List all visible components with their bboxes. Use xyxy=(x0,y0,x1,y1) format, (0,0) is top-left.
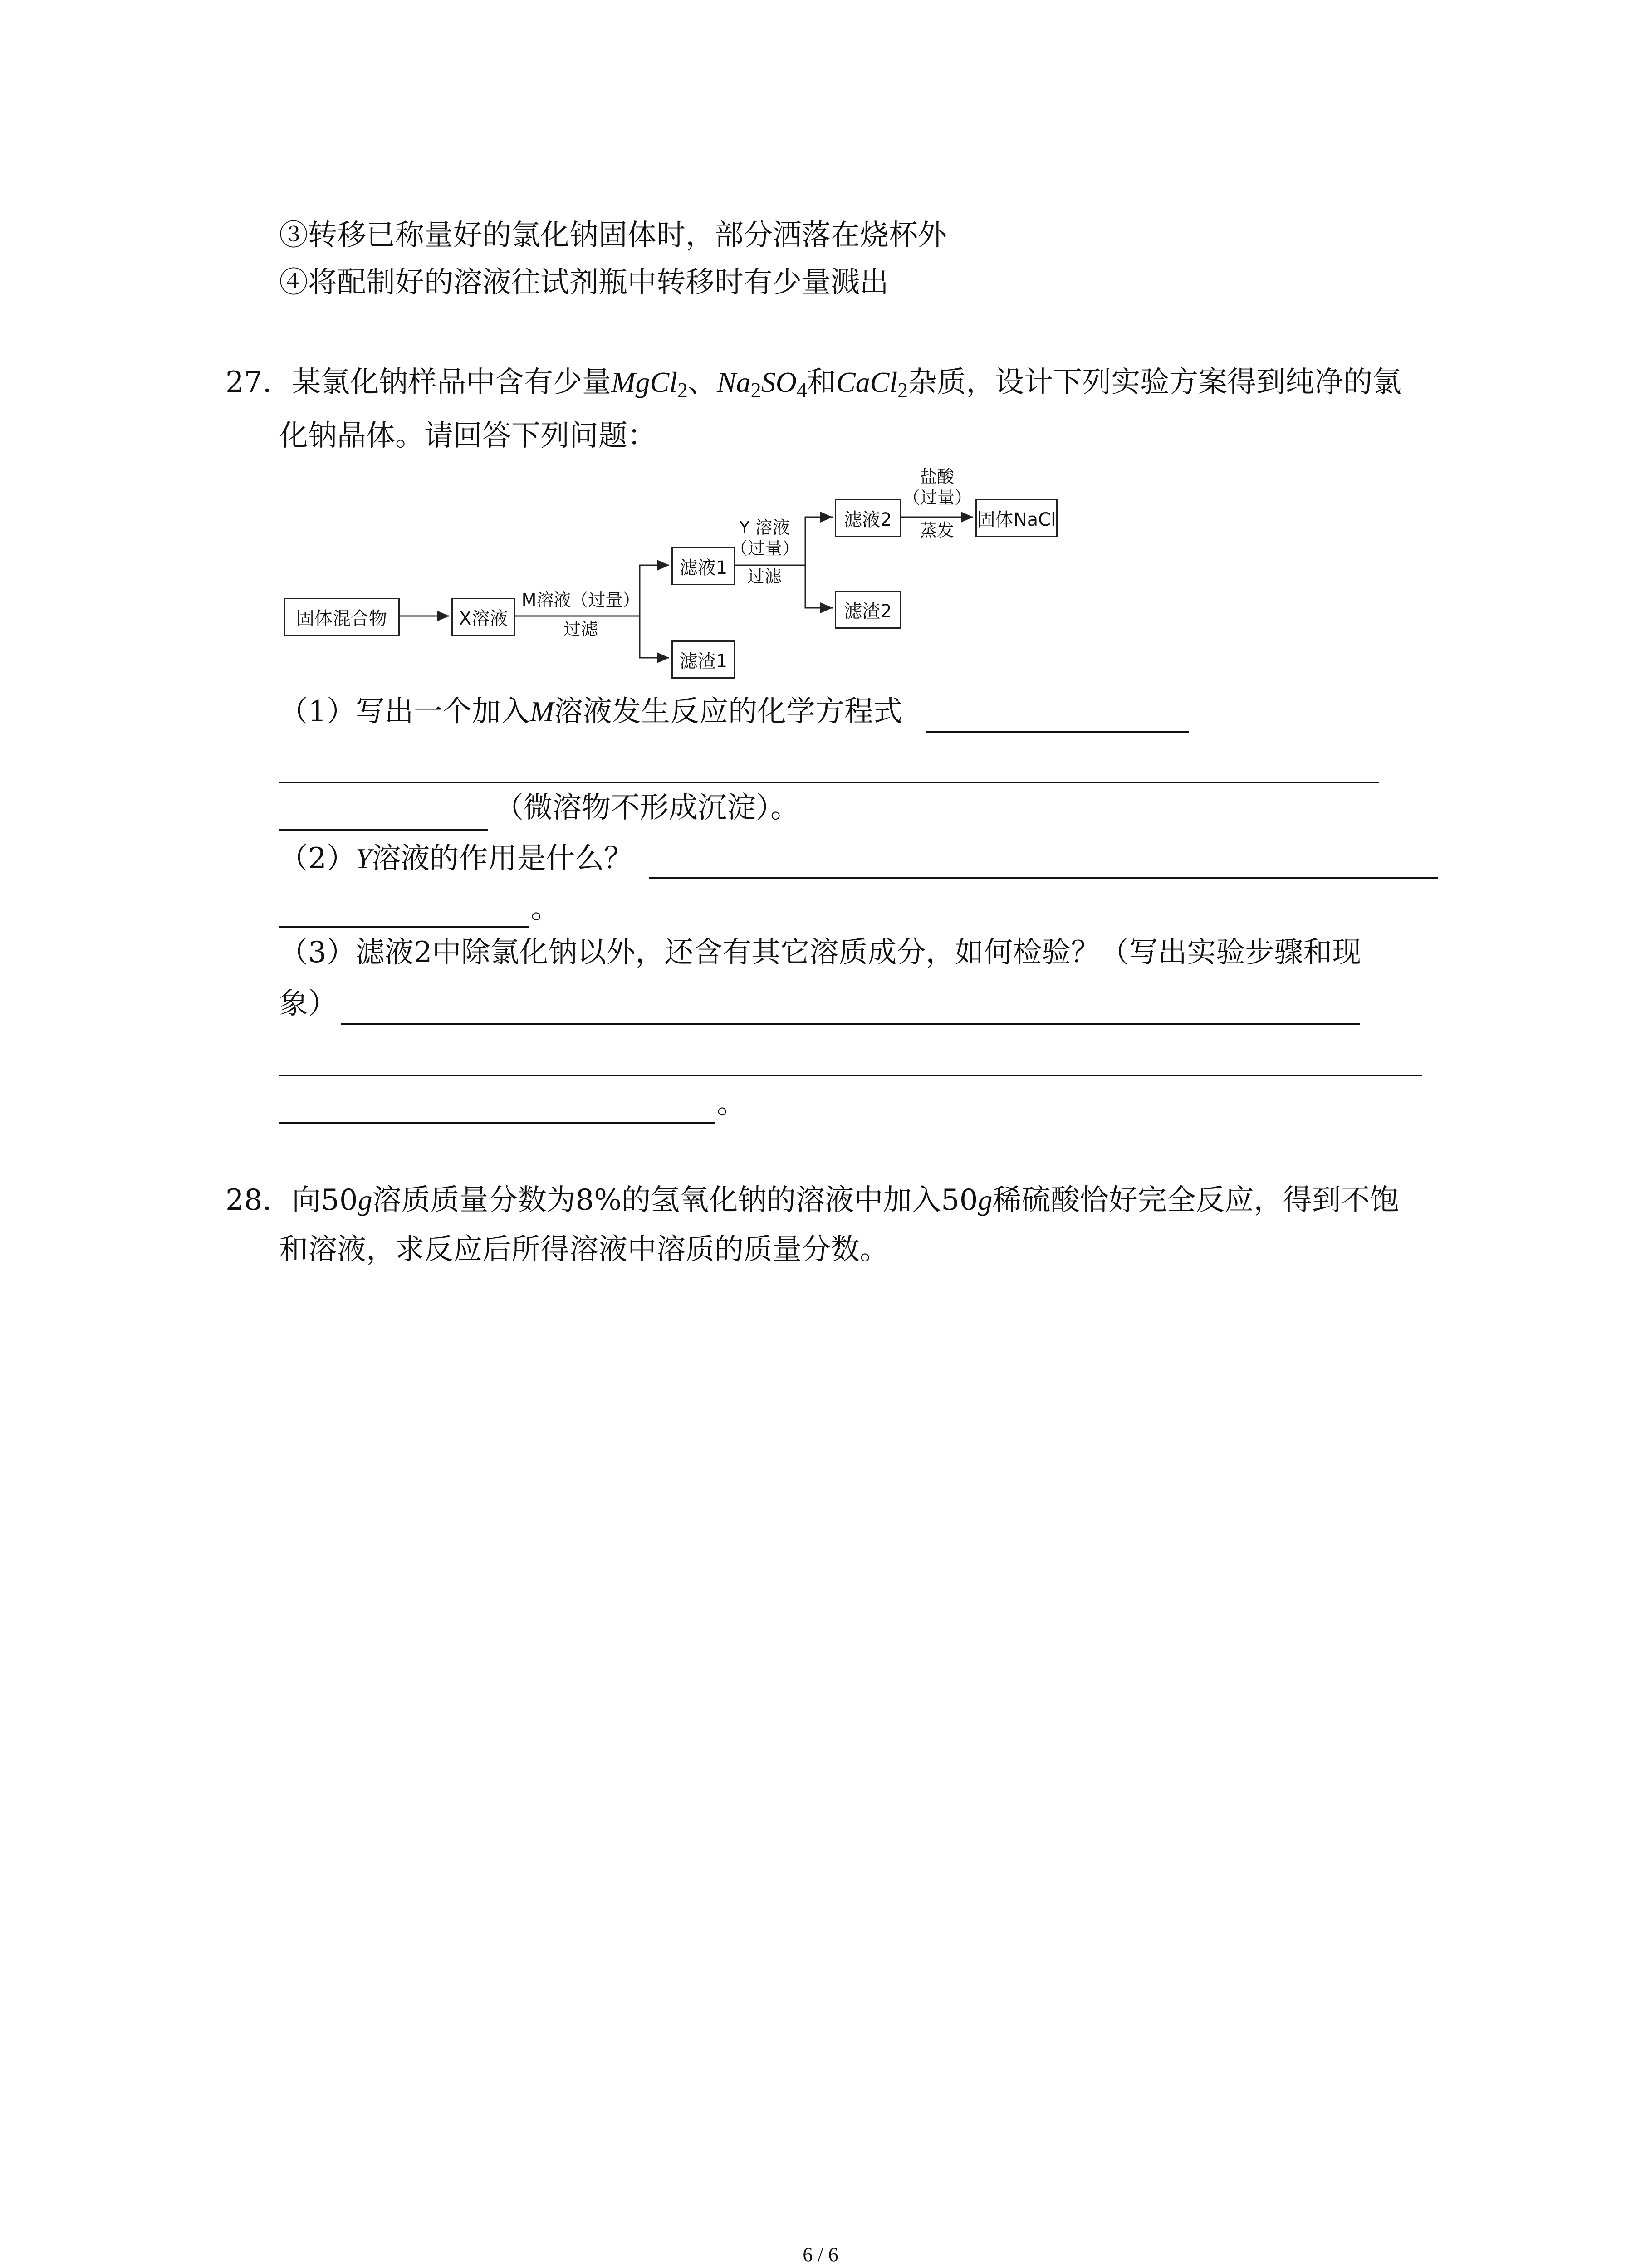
label-evaporate: 蒸发 xyxy=(919,520,954,540)
formula-cacl2: CaCl$_2$ xyxy=(836,366,908,402)
subquestion-1: （1）写出一个加入M溶液发生反应的化学方程式 xyxy=(279,695,903,728)
answer-blank-1c[interactable] xyxy=(279,829,488,831)
box-filtrate-1: 滤液1 xyxy=(671,547,735,585)
question-27-line-2: 化钠晶体。请回答下列问题： xyxy=(279,419,656,453)
subquestion-2-end: 。 xyxy=(531,892,560,925)
formula-mgcl2: MgCl$_2$ xyxy=(611,366,688,402)
label-y-solution: Y 溶液 xyxy=(739,518,790,538)
question-27-number: 27. xyxy=(225,366,272,399)
answer-blank-2a[interactable] xyxy=(649,877,1438,879)
question-28-line-2: 和溶液，求反应后所得溶液中溶质的质量分数。 xyxy=(279,1233,889,1266)
answer-blank-1a[interactable] xyxy=(926,731,1189,733)
arrow-to-filtrate1 xyxy=(640,565,669,616)
question-27-line-1: 27. 某氯化钠样品中含有少量MgCl$_2$、$Na_2SO_4$和CaCl$_2$杂质，设计下列实验方案得到纯净的氯 xyxy=(225,366,1402,402)
subquestion-1-note: （微溶物不形成沉淀）。 xyxy=(495,791,799,825)
question-28-number: 28. xyxy=(225,1183,272,1217)
subquestion-2: （2）Y溶液的作用是什么？ xyxy=(279,842,633,875)
flowchart xyxy=(0,0,1641,726)
variable-m: M xyxy=(529,695,554,728)
subquestion-3-end: 。 xyxy=(717,1087,746,1120)
answer-blank-1b[interactable] xyxy=(279,782,1379,783)
label-filter-2: 过滤 xyxy=(747,567,782,587)
box-residue-1: 滤渣1 xyxy=(671,640,735,679)
answer-blank-3b[interactable] xyxy=(279,1075,1422,1076)
box-x-solution: X溶液 xyxy=(451,598,515,636)
label-y-excess: （过量） xyxy=(730,538,800,558)
label-hydrochloric-acid: 盐酸 xyxy=(919,467,954,487)
question-28-line-1: 28. 向50g溶质质量分数为8%的氢氧化钠的溶液中加入50g稀硫酸恰好完全反应，得到不饱 xyxy=(225,1183,1399,1217)
box-solid-nacl: 固体NaCl xyxy=(975,499,1058,537)
subquestion-3-line-2: 象） xyxy=(279,987,337,1021)
variable-y: Y xyxy=(355,842,372,875)
arrow-to-residue2 xyxy=(805,565,833,608)
flowchart-arrows xyxy=(0,0,1641,726)
formula-na2so4: $Na_2SO_4$ xyxy=(716,366,807,402)
box-filtrate-2: 滤液2 xyxy=(835,499,901,537)
box-solid-mixture: 固体混合物 xyxy=(284,598,400,636)
option-item-3: ③转移已称量好的氯化钠固体时，部分洒落在烧杯外 xyxy=(279,219,947,252)
answer-blank-3c[interactable] xyxy=(279,1122,715,1124)
answer-blank-3a[interactable] xyxy=(341,1023,1360,1025)
subquestion-3-line-1: （3）滤液2中除氯化钠以外，还含有其它溶质成分，如何检验？（写出实验步骤和现 xyxy=(279,936,1362,969)
label-filter-1: 过滤 xyxy=(563,619,598,639)
arrow-to-filtrate2 xyxy=(805,517,833,565)
answer-blank-2b[interactable] xyxy=(279,926,529,928)
label-hcl-excess: （过量） xyxy=(903,488,972,508)
arrow-to-residue1 xyxy=(640,616,669,658)
label-m-solution-excess: M溶液（过量） xyxy=(521,590,640,610)
box-residue-2: 滤渣2 xyxy=(835,591,901,629)
option-item-4: ④将配制好的溶液往试剂瓶中转移时有少量溅出 xyxy=(279,266,889,299)
page-number: 6 / 6 xyxy=(803,2244,838,2266)
